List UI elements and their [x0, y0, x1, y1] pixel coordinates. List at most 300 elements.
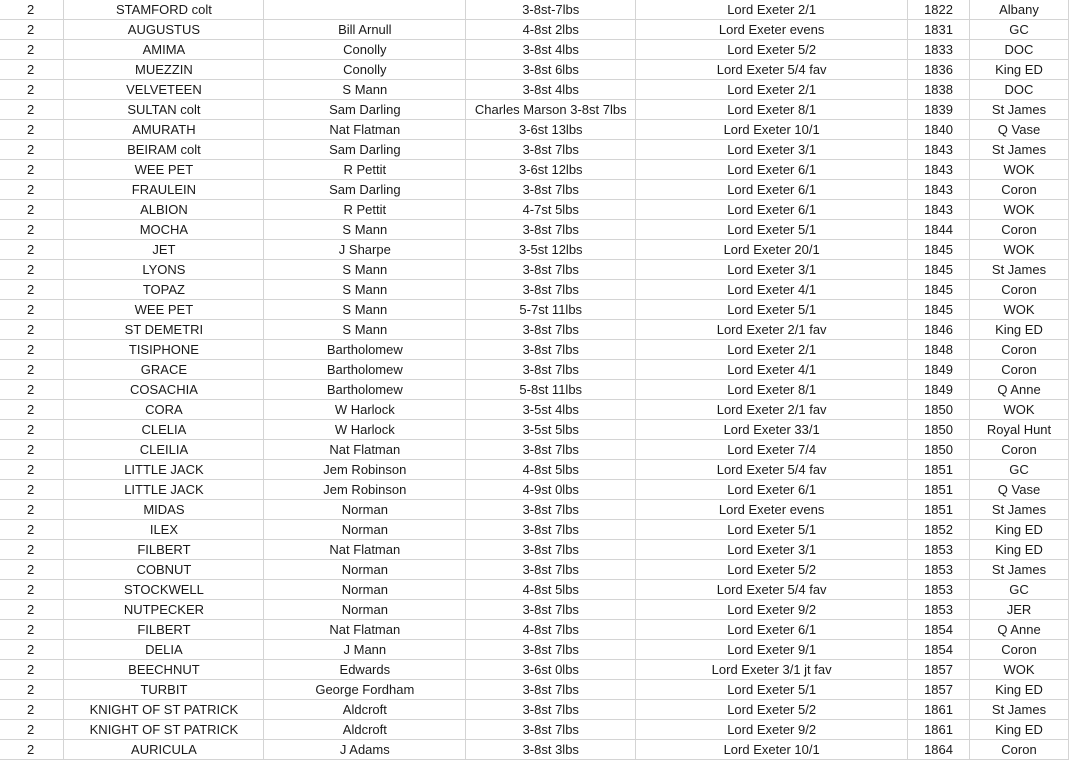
cell-horse[interactable]: COBNUT: [64, 560, 264, 580]
cell-year[interactable]: 1861: [908, 720, 970, 740]
cell-year[interactable]: 1849: [908, 360, 970, 380]
cell-owner-odds[interactable]: Lord Exeter 6/1: [636, 200, 908, 220]
cell-race[interactable]: King ED: [970, 60, 1069, 80]
cell-owner-odds[interactable]: Lord Exeter 5/1: [636, 220, 908, 240]
cell-year[interactable]: 1861: [908, 700, 970, 720]
cell-year[interactable]: 1843: [908, 200, 970, 220]
cell-horse[interactable]: KNIGHT OF ST PATRICK: [64, 720, 264, 740]
cell-year[interactable]: 1853: [908, 600, 970, 620]
cell-race[interactable]: WOK: [970, 660, 1069, 680]
cell-age[interactable]: 2: [0, 720, 64, 740]
table-row: [0, 460, 1069, 480]
cell-age[interactable]: 2: [0, 520, 64, 540]
cell-jockey[interactable]: Nat Flatman: [264, 120, 466, 140]
cell-jockey[interactable]: Bartholomew: [264, 340, 466, 360]
cell-race[interactable]: DOC: [970, 80, 1069, 100]
cell-horse[interactable]: JET: [64, 240, 264, 260]
cell-horse[interactable]: LITTLE JACK: [64, 460, 264, 480]
cell-year[interactable]: 1852: [908, 520, 970, 540]
cell-jockey[interactable]: Nat Flatman: [264, 440, 466, 460]
cell-owner-odds[interactable]: Lord Exeter 10/1: [636, 120, 908, 140]
cell-horse[interactable]: KNIGHT OF ST PATRICK: [64, 700, 264, 720]
cell-owner-odds[interactable]: Lord Exeter 7/4: [636, 440, 908, 460]
cell-year[interactable]: 1850: [908, 440, 970, 460]
cell-horse[interactable]: GRACE: [64, 360, 264, 380]
cell-weight[interactable]: Charles Marson 3-8st 7lbs: [466, 100, 636, 120]
cell-jockey[interactable]: S Mann: [264, 300, 466, 320]
cell-jockey[interactable]: Conolly: [264, 40, 466, 60]
cell-owner-odds[interactable]: Lord Exeter 8/1: [636, 100, 908, 120]
table-row: [0, 660, 1069, 680]
cell-age[interactable]: 2: [0, 240, 64, 260]
cell-weight[interactable]: 4-9st 0lbs: [466, 480, 636, 500]
cell-race[interactable]: WOK: [970, 240, 1069, 260]
cell-jockey[interactable]: Norman: [264, 580, 466, 600]
cell-race[interactable]: King ED: [970, 720, 1069, 740]
table-row: [0, 40, 1069, 60]
table-row: [0, 440, 1069, 460]
table-row: [0, 80, 1069, 100]
cell-weight[interactable]: 4-8st 7lbs: [466, 620, 636, 640]
cell-horse[interactable]: LYONS: [64, 260, 264, 280]
cell-jockey[interactable]: Norman: [264, 560, 466, 580]
table-row: [0, 340, 1069, 360]
cell-owner-odds[interactable]: Lord Exeter 5/2: [636, 560, 908, 580]
table-row: [0, 580, 1069, 600]
cell-horse[interactable]: SULTAN colt: [64, 100, 264, 120]
cell-horse[interactable]: MUEZZIN: [64, 60, 264, 80]
cell-year[interactable]: 1843: [908, 180, 970, 200]
cell-age[interactable]: 2: [0, 120, 64, 140]
cell-age[interactable]: 2: [0, 340, 64, 360]
cell-horse[interactable]: LITTLE JACK: [64, 480, 264, 500]
table-row: [0, 240, 1069, 260]
cell-jockey[interactable]: Norman: [264, 520, 466, 540]
cell-horse[interactable]: STAMFORD colt: [64, 0, 264, 20]
cell-horse[interactable]: BEECHNUT: [64, 660, 264, 680]
cell-weight[interactable]: 3-5st 12lbs: [466, 240, 636, 260]
cell-race[interactable]: St James: [970, 500, 1069, 520]
cell-jockey[interactable]: J Mann: [264, 640, 466, 660]
cell-horse[interactable]: TISIPHONE: [64, 340, 264, 360]
cell-jockey[interactable]: Jem Robinson: [264, 460, 466, 480]
cell-age[interactable]: 2: [0, 100, 64, 120]
table-row: [0, 560, 1069, 580]
cell-race[interactable]: Coron: [970, 740, 1069, 760]
cell-year[interactable]: 1853: [908, 580, 970, 600]
cell-owner-odds[interactable]: Lord Exeter 5/4 fav: [636, 580, 908, 600]
cell-jockey[interactable]: Norman: [264, 600, 466, 620]
cell-jockey[interactable]: Sam Darling: [264, 100, 466, 120]
cell-owner-odds[interactable]: Lord Exeter 2/1: [636, 0, 908, 20]
cell-year[interactable]: 1845: [908, 280, 970, 300]
cell-age[interactable]: 2: [0, 400, 64, 420]
cell-race[interactable]: Albany: [970, 0, 1069, 20]
cell-owner-odds[interactable]: Lord Exeter 6/1: [636, 480, 908, 500]
cell-owner-odds[interactable]: Lord Exeter 8/1: [636, 380, 908, 400]
cell-age[interactable]: 2: [0, 440, 64, 460]
table-row: [0, 400, 1069, 420]
table-row: [0, 0, 1069, 20]
cell-race[interactable]: St James: [970, 140, 1069, 160]
cell-race[interactable]: Coron: [970, 640, 1069, 660]
cell-owner-odds[interactable]: Lord Exeter 10/1: [636, 740, 908, 760]
cell-jockey[interactable]: W Harlock: [264, 400, 466, 420]
cell-weight[interactable]: 3-5st 4lbs: [466, 400, 636, 420]
cell-horse[interactable]: STOCKWELL: [64, 580, 264, 600]
cell-jockey[interactable]: George Fordham: [264, 680, 466, 700]
cell-jockey[interactable]: J Adams: [264, 740, 466, 760]
cell-weight[interactable]: 4-8st 5lbs: [466, 580, 636, 600]
cell-year[interactable]: 1831: [908, 20, 970, 40]
cell-weight[interactable]: 3-8st-7lbs: [466, 0, 636, 20]
cell-race[interactable]: St James: [970, 560, 1069, 580]
cell-owner-odds[interactable]: Lord Exeter 9/2: [636, 600, 908, 620]
cell-race[interactable]: WOK: [970, 400, 1069, 420]
cell-horse[interactable]: AURICULA: [64, 740, 264, 760]
cell-owner-odds[interactable]: Lord Exeter 9/1: [636, 640, 908, 660]
cell-owner-odds[interactable]: Lord Exeter 3/1: [636, 540, 908, 560]
cell-race[interactable]: Q Vase: [970, 120, 1069, 140]
cell-age[interactable]: 2: [0, 280, 64, 300]
table-row: [0, 200, 1069, 220]
cell-race[interactable]: King ED: [970, 320, 1069, 340]
cell-year[interactable]: 1851: [908, 460, 970, 480]
cell-race[interactable]: Q Anne: [970, 380, 1069, 400]
cell-owner-odds[interactable]: Lord Exeter 4/1: [636, 360, 908, 380]
cell-weight[interactable]: 4-7st 5lbs: [466, 200, 636, 220]
cell-owner-odds[interactable]: Lord Exeter 4/1: [636, 280, 908, 300]
cell-age[interactable]: 2: [0, 680, 64, 700]
cell-year[interactable]: 1844: [908, 220, 970, 240]
cell-race[interactable]: Q Anne: [970, 620, 1069, 640]
cell-year[interactable]: 1836: [908, 60, 970, 80]
cell-age[interactable]: 2: [0, 560, 64, 580]
table-row: [0, 420, 1069, 440]
cell-age[interactable]: 2: [0, 360, 64, 380]
cell-owner-odds[interactable]: Lord Exeter 2/1: [636, 340, 908, 360]
cell-race[interactable]: King ED: [970, 520, 1069, 540]
cell-owner-odds[interactable]: Lord Exeter 9/2: [636, 720, 908, 740]
cell-year[interactable]: 1850: [908, 420, 970, 440]
cell-race[interactable]: WOK: [970, 300, 1069, 320]
cell-weight[interactable]: 3-6st 12lbs: [466, 160, 636, 180]
cell-age[interactable]: 2: [0, 460, 64, 480]
cell-race[interactable]: Coron: [970, 360, 1069, 380]
cell-year[interactable]: 1864: [908, 740, 970, 760]
cell-age[interactable]: 2: [0, 0, 64, 20]
cell-race[interactable]: St James: [970, 700, 1069, 720]
cell-age[interactable]: 2: [0, 600, 64, 620]
cell-weight[interactable]: 3-8st 7lbs: [466, 640, 636, 660]
cell-age[interactable]: 2: [0, 480, 64, 500]
table-row: [0, 540, 1069, 560]
cell-jockey[interactable]: S Mann: [264, 80, 466, 100]
cell-year[interactable]: 1853: [908, 540, 970, 560]
table-row: [0, 740, 1069, 760]
cell-weight[interactable]: 3-8st 7lbs: [466, 440, 636, 460]
table-row: [0, 60, 1069, 80]
cell-age[interactable]: 2: [0, 540, 64, 560]
cell-horse[interactable]: FILBERT: [64, 540, 264, 560]
cell-horse[interactable]: CLEILIA: [64, 440, 264, 460]
cell-weight[interactable]: 3-8st 7lbs: [466, 720, 636, 740]
cell-owner-odds[interactable]: Lord Exeter 2/1 fav: [636, 320, 908, 340]
cell-year[interactable]: 1854: [908, 640, 970, 660]
cell-year[interactable]: 1850: [908, 400, 970, 420]
cell-age[interactable]: 2: [0, 380, 64, 400]
cell-horse[interactable]: VELVETEEN: [64, 80, 264, 100]
cell-owner-odds[interactable]: Lord Exeter 5/4 fav: [636, 460, 908, 480]
cell-weight[interactable]: 3-8st 3lbs: [466, 740, 636, 760]
cell-age[interactable]: 2: [0, 300, 64, 320]
cell-race[interactable]: King ED: [970, 680, 1069, 700]
cell-weight[interactable]: 3-8st 7lbs: [466, 540, 636, 560]
cell-jockey[interactable]: S Mann: [264, 220, 466, 240]
cell-horse[interactable]: BEIRAM colt: [64, 140, 264, 160]
cell-weight[interactable]: 3-8st 7lbs: [466, 700, 636, 720]
cell-jockey[interactable]: Aldcroft: [264, 700, 466, 720]
cell-jockey[interactable]: J Sharpe: [264, 240, 466, 260]
table-row: [0, 100, 1069, 120]
cell-jockey[interactable]: R Pettit: [264, 200, 466, 220]
cell-horse[interactable]: FRAULEIN: [64, 180, 264, 200]
cell-weight[interactable]: 4-8st 2lbs: [466, 20, 636, 40]
cell-jockey[interactable]: S Mann: [264, 280, 466, 300]
cell-horse[interactable]: AMURATH: [64, 120, 264, 140]
cell-owner-odds[interactable]: Lord Exeter 5/2: [636, 700, 908, 720]
table-row: [0, 160, 1069, 180]
table-row: [0, 640, 1069, 660]
cell-year[interactable]: 1854: [908, 620, 970, 640]
cell-year[interactable]: 1822: [908, 0, 970, 20]
cell-weight[interactable]: 3-8st 4lbs: [466, 80, 636, 100]
cell-weight[interactable]: 3-5st 5lbs: [466, 420, 636, 440]
table-row: [0, 500, 1069, 520]
cell-race[interactable]: WOK: [970, 160, 1069, 180]
cell-owner-odds[interactable]: Lord Exeter 2/1 fav: [636, 400, 908, 420]
table-row: [0, 300, 1069, 320]
cell-jockey[interactable]: Bill Arnull: [264, 20, 466, 40]
cell-year[interactable]: 1843: [908, 160, 970, 180]
cell-age[interactable]: 2: [0, 420, 64, 440]
cell-year[interactable]: 1845: [908, 240, 970, 260]
cell-jockey[interactable]: Sam Darling: [264, 180, 466, 200]
cell-year[interactable]: 1857: [908, 680, 970, 700]
cell-owner-odds[interactable]: Lord Exeter 6/1: [636, 160, 908, 180]
cell-owner-odds[interactable]: Lord Exeter 5/1: [636, 300, 908, 320]
cell-year[interactable]: 1848: [908, 340, 970, 360]
table-row: [0, 480, 1069, 500]
cell-age[interactable]: 2: [0, 660, 64, 680]
cell-year[interactable]: 1845: [908, 260, 970, 280]
cell-jockey[interactable]: Norman: [264, 500, 466, 520]
cell-horse[interactable]: TURBIT: [64, 680, 264, 700]
cell-owner-odds[interactable]: Lord Exeter 5/2: [636, 40, 908, 60]
cell-jockey[interactable]: Bartholomew: [264, 380, 466, 400]
cell-age[interactable]: 2: [0, 80, 64, 100]
cell-horse[interactable]: MOCHA: [64, 220, 264, 240]
cell-weight[interactable]: 3-8st 7lbs: [466, 600, 636, 620]
cell-age[interactable]: 2: [0, 640, 64, 660]
cell-race[interactable]: Coron: [970, 440, 1069, 460]
cell-year[interactable]: 1853: [908, 560, 970, 580]
cell-jockey[interactable]: Edwards: [264, 660, 466, 680]
cell-horse[interactable]: AUGUSTUS: [64, 20, 264, 40]
cell-race[interactable]: Royal Hunt: [970, 420, 1069, 440]
cell-jockey[interactable]: Aldcroft: [264, 720, 466, 740]
table-row: [0, 680, 1069, 700]
cell-jockey[interactable]: Jem Robinson: [264, 480, 466, 500]
cell-year[interactable]: 1839: [908, 100, 970, 120]
cell-weight[interactable]: 3-8st 7lbs: [466, 680, 636, 700]
cell-horse[interactable]: COSACHIA: [64, 380, 264, 400]
cell-age[interactable]: 2: [0, 200, 64, 220]
cell-year[interactable]: 1838: [908, 80, 970, 100]
cell-jockey[interactable]: Sam Darling: [264, 140, 466, 160]
cell-owner-odds[interactable]: Lord Exeter 5/1: [636, 680, 908, 700]
cell-race[interactable]: DOC: [970, 40, 1069, 60]
cell-race[interactable]: King ED: [970, 540, 1069, 560]
cell-weight[interactable]: 3-8st 7lbs: [466, 360, 636, 380]
cell-age[interactable]: 2: [0, 320, 64, 340]
cell-race[interactable]: Coron: [970, 340, 1069, 360]
table-row: [0, 140, 1069, 160]
cell-jockey[interactable]: S Mann: [264, 320, 466, 340]
cell-weight[interactable]: 3-8st 7lbs: [466, 260, 636, 280]
table-row: [0, 280, 1069, 300]
cell-weight[interactable]: 3-8st 4lbs: [466, 40, 636, 60]
cell-jockey[interactable]: Nat Flatman: [264, 540, 466, 560]
cell-horse[interactable]: WEE PET: [64, 300, 264, 320]
cell-age[interactable]: 2: [0, 260, 64, 280]
cell-race[interactable]: Q Vase: [970, 480, 1069, 500]
cell-age[interactable]: 2: [0, 620, 64, 640]
table-row: [0, 380, 1069, 400]
cell-weight[interactable]: 3-6st 13lbs: [466, 120, 636, 140]
cell-age[interactable]: 2: [0, 580, 64, 600]
cell-weight[interactable]: 3-8st 7lbs: [466, 220, 636, 240]
cell-age[interactable]: 2: [0, 140, 64, 160]
cell-race[interactable]: St James: [970, 100, 1069, 120]
cell-horse[interactable]: WEE PET: [64, 160, 264, 180]
cell-horse[interactable]: NUTPECKER: [64, 600, 264, 620]
cell-age[interactable]: 2: [0, 40, 64, 60]
cell-owner-odds[interactable]: Lord Exeter evens: [636, 500, 908, 520]
cell-jockey[interactable]: W Harlock: [264, 420, 466, 440]
table-row: [0, 600, 1069, 620]
cell-year[interactable]: 1833: [908, 40, 970, 60]
cell-weight[interactable]: 3-8st 7lbs: [466, 140, 636, 160]
cell-year[interactable]: 1851: [908, 480, 970, 500]
cell-weight[interactable]: 3-8st 7lbs: [466, 520, 636, 540]
cell-owner-odds[interactable]: Lord Exeter 3/1 jt fav: [636, 660, 908, 680]
cell-weight[interactable]: 3-8st 7lbs: [466, 560, 636, 580]
cell-horse[interactable]: AMIMA: [64, 40, 264, 60]
cell-weight[interactable]: 5-7st 11lbs: [466, 300, 636, 320]
cell-race[interactable]: GC: [970, 460, 1069, 480]
cell-race[interactable]: St James: [970, 260, 1069, 280]
table-row: [0, 180, 1069, 200]
cell-horse[interactable]: FILBERT: [64, 620, 264, 640]
cell-owner-odds[interactable]: Lord Exeter 2/1: [636, 80, 908, 100]
cell-weight[interactable]: 3-6st 0lbs: [466, 660, 636, 680]
cell-year[interactable]: 1843: [908, 140, 970, 160]
cell-owner-odds[interactable]: Lord Exeter 5/4 fav: [636, 60, 908, 80]
table-row: [0, 700, 1069, 720]
cell-jockey[interactable]: S Mann: [264, 260, 466, 280]
cell-weight[interactable]: 4-8st 5lbs: [466, 460, 636, 480]
cell-owner-odds[interactable]: Lord Exeter 3/1: [636, 260, 908, 280]
cell-race[interactable]: GC: [970, 20, 1069, 40]
cell-year[interactable]: 1845: [908, 300, 970, 320]
cell-weight[interactable]: 3-8st 7lbs: [466, 280, 636, 300]
cell-weight[interactable]: 5-8st 11lbs: [466, 380, 636, 400]
cell-weight[interactable]: 3-8st 7lbs: [466, 340, 636, 360]
cell-owner-odds[interactable]: Lord Exeter 33/1: [636, 420, 908, 440]
cell-weight[interactable]: 3-8st 7lbs: [466, 180, 636, 200]
cell-year[interactable]: 1857: [908, 660, 970, 680]
cell-owner-odds[interactable]: Lord Exeter evens: [636, 20, 908, 40]
cell-horse[interactable]: CORA: [64, 400, 264, 420]
cell-age[interactable]: 2: [0, 500, 64, 520]
cell-owner-odds[interactable]: Lord Exeter 5/1: [636, 520, 908, 540]
cell-race[interactable]: GC: [970, 580, 1069, 600]
cell-owner-odds[interactable]: Lord Exeter 6/1: [636, 180, 908, 200]
cell-horse[interactable]: MIDAS: [64, 500, 264, 520]
table-row: [0, 520, 1069, 540]
cell-horse[interactable]: ST DEMETRI: [64, 320, 264, 340]
cell-race[interactable]: Coron: [970, 220, 1069, 240]
cell-jockey[interactable]: Nat Flatman: [264, 620, 466, 640]
cell-age[interactable]: 2: [0, 740, 64, 760]
table-row: [0, 120, 1069, 140]
cell-race[interactable]: Coron: [970, 180, 1069, 200]
cell-year[interactable]: 1846: [908, 320, 970, 340]
cell-horse[interactable]: CLELIA: [64, 420, 264, 440]
cell-age[interactable]: 2: [0, 20, 64, 40]
cell-race[interactable]: Coron: [970, 280, 1069, 300]
cell-year[interactable]: 1849: [908, 380, 970, 400]
table-row: [0, 320, 1069, 340]
cell-owner-odds[interactable]: Lord Exeter 3/1: [636, 140, 908, 160]
cell-horse[interactable]: ALBION: [64, 200, 264, 220]
table-row: [0, 260, 1069, 280]
cell-horse[interactable]: DELIA: [64, 640, 264, 660]
cell-age[interactable]: 2: [0, 220, 64, 240]
cell-owner-odds[interactable]: Lord Exeter 20/1: [636, 240, 908, 260]
cell-year[interactable]: 1840: [908, 120, 970, 140]
cell-weight[interactable]: 3-8st 7lbs: [466, 320, 636, 340]
cell-jockey[interactable]: [264, 0, 466, 20]
cell-jockey[interactable]: Bartholomew: [264, 360, 466, 380]
cell-jockey[interactable]: Conolly: [264, 60, 466, 80]
cell-jockey[interactable]: R Pettit: [264, 160, 466, 180]
cell-age[interactable]: 2: [0, 180, 64, 200]
cell-race[interactable]: WOK: [970, 200, 1069, 220]
table-row: [0, 720, 1069, 740]
cell-year[interactable]: 1851: [908, 500, 970, 520]
cell-weight[interactable]: 3-8st 6lbs: [466, 60, 636, 80]
cell-horse[interactable]: ILEX: [64, 520, 264, 540]
cell-age[interactable]: 2: [0, 60, 64, 80]
cell-weight[interactable]: 3-8st 7lbs: [466, 500, 636, 520]
cell-age[interactable]: 2: [0, 700, 64, 720]
cell-race[interactable]: JER: [970, 600, 1069, 620]
cell-age[interactable]: 2: [0, 160, 64, 180]
cell-owner-odds[interactable]: Lord Exeter 6/1: [636, 620, 908, 640]
cell-horse[interactable]: TOPAZ: [64, 280, 264, 300]
